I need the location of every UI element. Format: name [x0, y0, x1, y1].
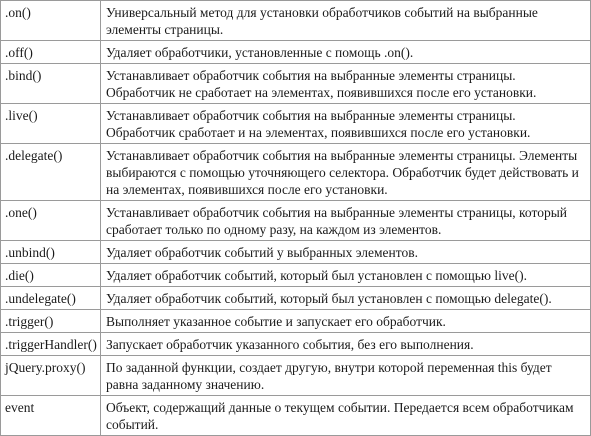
method-description: Устанавливает обработчик события на выбранные элементы страницы, который сработает только по одному разу, на каждом из элементов.	[101, 201, 591, 241]
table-row	[1, 264, 591, 287]
table-row	[1, 1, 591, 41]
method-description: Удаляет обработчик событий у выбранных элементов.	[101, 241, 591, 264]
method-name: .unbind()	[1, 241, 101, 264]
method-name: .trigger()	[1, 310, 101, 333]
table-row	[1, 104, 591, 144]
method-name: .triggerHandler()	[1, 333, 101, 356]
method-description: По заданной функции, создает другую, внутри которой переменная this будет равна заданному значению.	[101, 356, 591, 396]
table-row	[1, 310, 591, 333]
method-name: .one()	[1, 201, 101, 241]
method-description: Устанавливает обработчик события на выбранные элементы страницы. Обработчик не сработает на элементах, появившихся после его установки.	[101, 64, 591, 104]
method-description: Устанавливает обработчик события на выбранные элементы страницы. Элементы выбираются с помощью уточняющего селектора. Обработчик будет действовать и на элементах, появившихся после его установки.	[101, 144, 591, 201]
method-name: event	[1, 396, 101, 436]
method-description: Запускает обработчик указанного события, без его выполнения.	[101, 333, 591, 356]
table-row	[1, 333, 591, 356]
method-description: Удаляет обработчик событий, который был установлен с помощью delegate().	[101, 287, 591, 310]
table-row	[1, 287, 591, 310]
method-name: .undelegate()	[1, 287, 101, 310]
method-name: .delegate()	[1, 144, 101, 201]
table-row	[1, 396, 591, 436]
method-name: .bind()	[1, 64, 101, 104]
method-name: jQuery.proxy()	[1, 356, 101, 396]
method-description: Устанавливает обработчик события на выбранные элементы страницы. Обработчик сработает и на элементах, появившихся после его установки.	[101, 104, 591, 144]
table-row	[1, 201, 591, 241]
method-description: Объект, содержащий данные о текущем событии. Передается всем обработчикам событий.	[101, 396, 591, 436]
method-name: .on()	[1, 1, 101, 41]
method-name: .live()	[1, 104, 101, 144]
method-description: Удаляет обработчики, установленные с помощь .on().	[101, 41, 591, 64]
table-row	[1, 144, 591, 201]
table-row	[1, 241, 591, 264]
method-name: .die()	[1, 264, 101, 287]
method-name: .off()	[1, 41, 101, 64]
method-description: Удаляет обработчик событий, который был установлен с помощью live().	[101, 264, 591, 287]
method-description: Выполняет указанное событие и запускает его обработчик.	[101, 310, 591, 333]
table-row	[1, 64, 591, 104]
table-row	[1, 356, 591, 396]
table-row	[1, 41, 591, 64]
method-description: Универсальный метод для установки обработчиков событий на выбранные элементы страницы.	[101, 1, 591, 41]
